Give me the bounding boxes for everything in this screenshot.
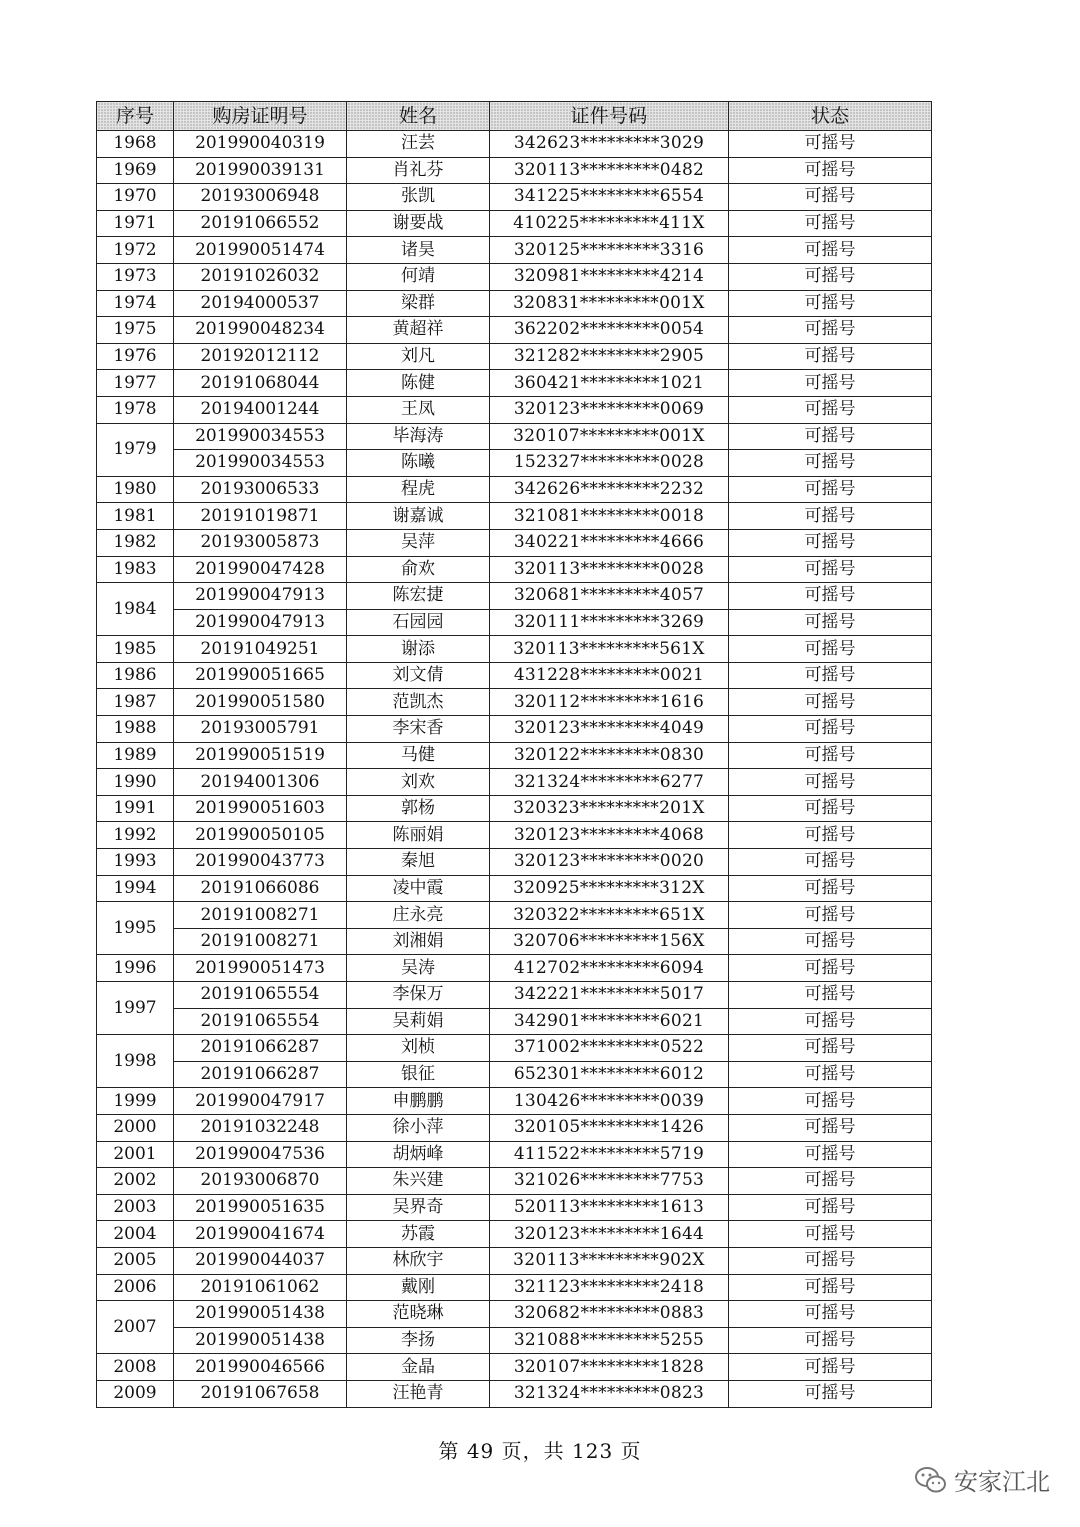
cell-id-no: 371002*********0522 bbox=[490, 1035, 729, 1062]
cell-id-no: 342221*********5017 bbox=[490, 982, 729, 1009]
cell-status: 可摇号 bbox=[729, 1114, 932, 1141]
cell-name: 毕海涛 bbox=[347, 423, 490, 450]
table-row bbox=[97, 370, 932, 397]
cell-seq: 1981 bbox=[97, 503, 174, 530]
cell-name: 银征 bbox=[347, 1061, 490, 1088]
cell-seq: 1986 bbox=[97, 662, 174, 689]
cell-name: 何靖 bbox=[347, 263, 490, 290]
table-row bbox=[97, 450, 932, 477]
table-row bbox=[97, 210, 932, 237]
cell-id-no: 321282*********2905 bbox=[490, 343, 729, 370]
cell-cert-no: 201990040319 bbox=[174, 131, 347, 158]
cell-seq: 1994 bbox=[97, 875, 174, 902]
cell-status: 可摇号 bbox=[729, 450, 932, 477]
table-row bbox=[97, 742, 932, 769]
cell-cert-no: 201990051665 bbox=[174, 662, 347, 689]
cell-seq: 1995 bbox=[97, 902, 174, 955]
cell-name: 谢添 bbox=[347, 636, 490, 663]
cell-status: 可摇号 bbox=[729, 290, 932, 317]
cell-cert-no: 201990051603 bbox=[174, 795, 347, 822]
cell-id-no: 320323*********201X bbox=[490, 795, 729, 822]
cell-status: 可摇号 bbox=[729, 370, 932, 397]
cell-seq: 1983 bbox=[97, 556, 174, 583]
cell-name: 胡炳峰 bbox=[347, 1141, 490, 1168]
cell-name: 汪芸 bbox=[347, 131, 490, 158]
cell-cert-no: 201990048234 bbox=[174, 317, 347, 344]
cell-name: 秦旭 bbox=[347, 849, 490, 876]
cell-status: 可摇号 bbox=[729, 1327, 932, 1354]
cell-seq: 1979 bbox=[97, 423, 174, 476]
cell-id-no: 320123*********1644 bbox=[490, 1221, 729, 1248]
cell-cert-no: 20193006533 bbox=[174, 476, 347, 503]
cell-id-no: 321081*********0018 bbox=[490, 503, 729, 530]
cell-id-no: 652301*********6012 bbox=[490, 1061, 729, 1088]
cell-cert-no: 20191026032 bbox=[174, 263, 347, 290]
cell-id-no: 152327*********0028 bbox=[490, 450, 729, 477]
cell-seq: 2002 bbox=[97, 1168, 174, 1195]
cell-seq: 1990 bbox=[97, 769, 174, 796]
cell-seq: 1980 bbox=[97, 476, 174, 503]
cell-status: 可摇号 bbox=[729, 1088, 932, 1115]
table-row bbox=[97, 1301, 932, 1328]
cell-cert-no: 201990051635 bbox=[174, 1194, 347, 1221]
cell-name: 申鹏鹏 bbox=[347, 1088, 490, 1115]
cell-cert-no: 20193006948 bbox=[174, 184, 347, 211]
cell-name: 陈宏捷 bbox=[347, 583, 490, 610]
cell-name: 郭杨 bbox=[347, 795, 490, 822]
cell-name: 朱兴建 bbox=[347, 1168, 490, 1195]
cell-seq: 2008 bbox=[97, 1354, 174, 1381]
cell-id-no: 320682*********0883 bbox=[490, 1301, 729, 1328]
cell-name: 俞欢 bbox=[347, 556, 490, 583]
cell-status: 可摇号 bbox=[729, 849, 932, 876]
cell-cert-no: 201990051580 bbox=[174, 689, 347, 716]
cell-cert-no: 201990047913 bbox=[174, 609, 347, 636]
cell-cert-no: 20191066287 bbox=[174, 1035, 347, 1062]
cell-seq: 1970 bbox=[97, 184, 174, 211]
cell-status: 可摇号 bbox=[729, 1354, 932, 1381]
cell-id-no: 321026*********7753 bbox=[490, 1168, 729, 1195]
cell-status: 可摇号 bbox=[729, 795, 932, 822]
cell-seq: 1975 bbox=[97, 317, 174, 344]
cell-status: 可摇号 bbox=[729, 662, 932, 689]
cell-cert-no: 20191049251 bbox=[174, 636, 347, 663]
cell-id-no: 410225*********411X bbox=[490, 210, 729, 237]
cell-id-no: 362202*********0054 bbox=[490, 317, 729, 344]
cell-status: 可摇号 bbox=[729, 822, 932, 849]
cell-id-no: 520113*********1613 bbox=[490, 1194, 729, 1221]
table-row bbox=[97, 476, 932, 503]
cell-seq: 2001 bbox=[97, 1141, 174, 1168]
cell-cert-no: 20193005873 bbox=[174, 529, 347, 556]
cell-name: 苏霞 bbox=[347, 1221, 490, 1248]
cell-status: 可摇号 bbox=[729, 928, 932, 955]
table-row bbox=[97, 1114, 932, 1141]
cell-status: 可摇号 bbox=[729, 1008, 932, 1035]
cell-id-no: 321123*********2418 bbox=[490, 1274, 729, 1301]
cell-id-no: 320122*********0830 bbox=[490, 742, 729, 769]
cell-name: 李保万 bbox=[347, 982, 490, 1009]
cell-id-no: 320706*********156X bbox=[490, 928, 729, 955]
cell-cert-no: 201990051474 bbox=[174, 237, 347, 264]
table-row bbox=[97, 822, 932, 849]
cell-name: 梁群 bbox=[347, 290, 490, 317]
cell-status: 可摇号 bbox=[729, 875, 932, 902]
cell-status: 可摇号 bbox=[729, 1061, 932, 1088]
cell-seq: 1991 bbox=[97, 795, 174, 822]
table-row bbox=[97, 131, 932, 158]
cell-id-no: 320925*********312X bbox=[490, 875, 729, 902]
cell-status: 可摇号 bbox=[729, 955, 932, 982]
cell-status: 可摇号 bbox=[729, 742, 932, 769]
applicant-table bbox=[96, 101, 932, 1408]
table-row bbox=[97, 184, 932, 211]
cell-name: 黄超祥 bbox=[347, 317, 490, 344]
cell-id-no: 431228*********0021 bbox=[490, 662, 729, 689]
table-row bbox=[97, 237, 932, 264]
table-row bbox=[97, 290, 932, 317]
cell-seq: 1978 bbox=[97, 396, 174, 423]
cell-status: 可摇号 bbox=[729, 396, 932, 423]
cell-status: 可摇号 bbox=[729, 1380, 932, 1407]
cell-cert-no: 201990051473 bbox=[174, 955, 347, 982]
cell-cert-no: 201990046566 bbox=[174, 1354, 347, 1381]
cell-seq: 2005 bbox=[97, 1247, 174, 1274]
cell-name: 吴界奇 bbox=[347, 1194, 490, 1221]
cell-name: 范晓琳 bbox=[347, 1301, 490, 1328]
cell-name: 范凯杰 bbox=[347, 689, 490, 716]
cell-cert-no: 201990047536 bbox=[174, 1141, 347, 1168]
cell-id-no: 130426*********0039 bbox=[490, 1088, 729, 1115]
cell-seq: 1992 bbox=[97, 822, 174, 849]
cell-status: 可摇号 bbox=[729, 210, 932, 237]
cell-name: 诸昊 bbox=[347, 237, 490, 264]
cell-id-no: 360421*********1021 bbox=[490, 370, 729, 397]
cell-cert-no: 201990051519 bbox=[174, 742, 347, 769]
cell-id-no: 342623*********3029 bbox=[490, 131, 729, 158]
table-row bbox=[97, 1327, 932, 1354]
cell-status: 可摇号 bbox=[729, 1035, 932, 1062]
cell-seq: 1968 bbox=[97, 131, 174, 158]
cell-status: 可摇号 bbox=[729, 157, 932, 184]
cell-status: 可摇号 bbox=[729, 423, 932, 450]
cell-cert-no: 20193005791 bbox=[174, 716, 347, 743]
table-row bbox=[97, 423, 932, 450]
cell-status: 可摇号 bbox=[729, 1274, 932, 1301]
cell-cert-no: 201990039131 bbox=[174, 157, 347, 184]
cell-seq: 1997 bbox=[97, 982, 174, 1035]
header-name: 姓名 bbox=[347, 102, 490, 131]
cell-name: 金晶 bbox=[347, 1354, 490, 1381]
cell-seq: 1989 bbox=[97, 742, 174, 769]
cell-cert-no: 201990041674 bbox=[174, 1221, 347, 1248]
cell-status: 可摇号 bbox=[729, 1168, 932, 1195]
cell-seq: 1976 bbox=[97, 343, 174, 370]
table-row bbox=[97, 157, 932, 184]
cell-seq: 1988 bbox=[97, 716, 174, 743]
cell-status: 可摇号 bbox=[729, 716, 932, 743]
cell-name: 戴刚 bbox=[347, 1274, 490, 1301]
cell-id-no: 320113*********0028 bbox=[490, 556, 729, 583]
cell-name: 谢要战 bbox=[347, 210, 490, 237]
cell-cert-no: 201990051438 bbox=[174, 1301, 347, 1328]
cell-cert-no: 20191068044 bbox=[174, 370, 347, 397]
table-row bbox=[97, 583, 932, 610]
table-row bbox=[97, 1141, 932, 1168]
table-row bbox=[97, 1221, 932, 1248]
cell-seq: 2009 bbox=[97, 1380, 174, 1407]
cell-cert-no: 20191019871 bbox=[174, 503, 347, 530]
cell-name: 陈曦 bbox=[347, 450, 490, 477]
header-id-no: 证件号码 bbox=[490, 102, 729, 131]
cell-name: 吴涛 bbox=[347, 955, 490, 982]
header-cert-no: 购房证明号 bbox=[174, 102, 347, 131]
cell-id-no: 320111*********3269 bbox=[490, 609, 729, 636]
cell-name: 陈丽娟 bbox=[347, 822, 490, 849]
cell-status: 可摇号 bbox=[729, 1194, 932, 1221]
cell-id-no: 320107*********1828 bbox=[490, 1354, 729, 1381]
cell-name: 谢嘉诚 bbox=[347, 503, 490, 530]
cell-seq: 1993 bbox=[97, 849, 174, 876]
cell-status: 可摇号 bbox=[729, 1141, 932, 1168]
table-row bbox=[97, 503, 932, 530]
cell-name: 庄永亮 bbox=[347, 902, 490, 929]
cell-seq: 1977 bbox=[97, 370, 174, 397]
cell-id-no: 320981*********4214 bbox=[490, 263, 729, 290]
table-row bbox=[97, 689, 932, 716]
cell-status: 可摇号 bbox=[729, 636, 932, 663]
cell-name: 刘欢 bbox=[347, 769, 490, 796]
watermark bbox=[914, 1462, 1050, 1497]
table-row bbox=[97, 955, 932, 982]
table-row bbox=[97, 795, 932, 822]
cell-status: 可摇号 bbox=[729, 1301, 932, 1328]
cell-status: 可摇号 bbox=[729, 609, 932, 636]
header-seq: 序号 bbox=[97, 102, 174, 131]
cell-cert-no: 20191061062 bbox=[174, 1274, 347, 1301]
cell-id-no: 320105*********1426 bbox=[490, 1114, 729, 1141]
cell-name: 刘凡 bbox=[347, 343, 490, 370]
cell-name: 徐小萍 bbox=[347, 1114, 490, 1141]
cell-cert-no: 20191008271 bbox=[174, 902, 347, 929]
table-row bbox=[97, 1274, 932, 1301]
cell-status: 可摇号 bbox=[729, 503, 932, 530]
cell-id-no: 320125*********3316 bbox=[490, 237, 729, 264]
table-row bbox=[97, 1008, 932, 1035]
cell-id-no: 342626*********2232 bbox=[490, 476, 729, 503]
cell-cert-no: 201990043773 bbox=[174, 849, 347, 876]
cell-seq: 1969 bbox=[97, 157, 174, 184]
table-header-row bbox=[97, 102, 932, 131]
cell-name: 凌中霞 bbox=[347, 875, 490, 902]
table-body bbox=[97, 131, 932, 1408]
cell-status: 可摇号 bbox=[729, 1247, 932, 1274]
cell-cert-no: 20191065554 bbox=[174, 982, 347, 1009]
cell-id-no: 411522*********5719 bbox=[490, 1141, 729, 1168]
table-row bbox=[97, 716, 932, 743]
table-row bbox=[97, 343, 932, 370]
cell-id-no: 342901*********6021 bbox=[490, 1008, 729, 1035]
cell-cert-no: 201990034553 bbox=[174, 450, 347, 477]
cell-cert-no: 201990047917 bbox=[174, 1088, 347, 1115]
table-row bbox=[97, 928, 932, 955]
cell-id-no: 320831*********001X bbox=[490, 290, 729, 317]
header-status: 状态 bbox=[729, 102, 932, 131]
cell-name: 程虎 bbox=[347, 476, 490, 503]
cell-id-no: 320123*********4068 bbox=[490, 822, 729, 849]
table-row bbox=[97, 769, 932, 796]
cell-seq: 1996 bbox=[97, 955, 174, 982]
cell-cert-no: 20191067658 bbox=[174, 1380, 347, 1407]
cell-seq: 1973 bbox=[97, 263, 174, 290]
cell-seq: 1972 bbox=[97, 237, 174, 264]
cell-id-no: 320112*********1616 bbox=[490, 689, 729, 716]
cell-seq: 1999 bbox=[97, 1088, 174, 1115]
watermark-text: 安家江北 bbox=[954, 1468, 1050, 1496]
cell-seq: 1984 bbox=[97, 583, 174, 636]
table-row bbox=[97, 1088, 932, 1115]
cell-cert-no: 20191032248 bbox=[174, 1114, 347, 1141]
cell-id-no: 341225*********6554 bbox=[490, 184, 729, 211]
cell-id-no: 320113*********902X bbox=[490, 1247, 729, 1274]
table-row bbox=[97, 1194, 932, 1221]
cell-cert-no: 20191066287 bbox=[174, 1061, 347, 1088]
cell-id-no: 321324*********6277 bbox=[490, 769, 729, 796]
cell-cert-no: 201990044037 bbox=[174, 1247, 347, 1274]
table-row bbox=[97, 317, 932, 344]
table-row bbox=[97, 636, 932, 663]
cell-status: 可摇号 bbox=[729, 184, 932, 211]
cell-seq: 2006 bbox=[97, 1274, 174, 1301]
cell-cert-no: 20191065554 bbox=[174, 1008, 347, 1035]
cell-status: 可摇号 bbox=[729, 556, 932, 583]
cell-name: 刘湘娟 bbox=[347, 928, 490, 955]
cell-cert-no: 20193006870 bbox=[174, 1168, 347, 1195]
cell-id-no: 320107*********001X bbox=[490, 423, 729, 450]
cell-name: 肖礼芬 bbox=[347, 157, 490, 184]
cell-status: 可摇号 bbox=[729, 769, 932, 796]
table-row bbox=[97, 529, 932, 556]
cell-seq: 1987 bbox=[97, 689, 174, 716]
cell-name: 吴莉娟 bbox=[347, 1008, 490, 1035]
cell-status: 可摇号 bbox=[729, 689, 932, 716]
table-row bbox=[97, 662, 932, 689]
cell-seq: 1974 bbox=[97, 290, 174, 317]
table-row bbox=[97, 263, 932, 290]
cell-cert-no: 20191066086 bbox=[174, 875, 347, 902]
cell-cert-no: 20194001306 bbox=[174, 769, 347, 796]
cell-seq: 2004 bbox=[97, 1221, 174, 1248]
cell-cert-no: 201990051438 bbox=[174, 1327, 347, 1354]
cell-seq: 1982 bbox=[97, 529, 174, 556]
cell-id-no: 320681*********4057 bbox=[490, 583, 729, 610]
cell-cert-no: 20191066552 bbox=[174, 210, 347, 237]
table-row bbox=[97, 849, 932, 876]
table-row bbox=[97, 1354, 932, 1381]
table-row bbox=[97, 556, 932, 583]
cell-id-no: 320123*********0020 bbox=[490, 849, 729, 876]
cell-name: 刘桢 bbox=[347, 1035, 490, 1062]
cell-id-no: 321088*********5255 bbox=[490, 1327, 729, 1354]
table-row bbox=[97, 1380, 932, 1407]
cell-id-no: 340221*********4666 bbox=[490, 529, 729, 556]
cell-id-no: 320113*********0482 bbox=[490, 157, 729, 184]
cell-id-no: 321324*********0823 bbox=[490, 1380, 729, 1407]
cell-status: 可摇号 bbox=[729, 583, 932, 610]
table-row bbox=[97, 609, 932, 636]
cell-name: 李扬 bbox=[347, 1327, 490, 1354]
table-row bbox=[97, 1247, 932, 1274]
cell-cert-no: 201990047913 bbox=[174, 583, 347, 610]
cell-cert-no: 20192012112 bbox=[174, 343, 347, 370]
table-row bbox=[97, 875, 932, 902]
table-row bbox=[97, 1168, 932, 1195]
cell-cert-no: 201990047428 bbox=[174, 556, 347, 583]
cell-seq: 1998 bbox=[97, 1035, 174, 1088]
cell-status: 可摇号 bbox=[729, 317, 932, 344]
cell-name: 石园园 bbox=[347, 609, 490, 636]
cell-status: 可摇号 bbox=[729, 237, 932, 264]
cell-name: 陈健 bbox=[347, 370, 490, 397]
cell-name: 张凯 bbox=[347, 184, 490, 211]
cell-seq: 1971 bbox=[97, 210, 174, 237]
cell-seq: 1985 bbox=[97, 636, 174, 663]
cell-cert-no: 20194001244 bbox=[174, 396, 347, 423]
cell-name: 马健 bbox=[347, 742, 490, 769]
cell-seq: 2000 bbox=[97, 1114, 174, 1141]
cell-cert-no: 20194000537 bbox=[174, 290, 347, 317]
cell-id-no: 320123*********4049 bbox=[490, 716, 729, 743]
cell-status: 可摇号 bbox=[729, 529, 932, 556]
cell-status: 可摇号 bbox=[729, 982, 932, 1009]
cell-name: 王凤 bbox=[347, 396, 490, 423]
cell-seq: 2003 bbox=[97, 1194, 174, 1221]
table-row bbox=[97, 902, 932, 929]
table-row bbox=[97, 1061, 932, 1088]
cell-cert-no: 201990050105 bbox=[174, 822, 347, 849]
cell-name: 吴萍 bbox=[347, 529, 490, 556]
cell-status: 可摇号 bbox=[729, 902, 932, 929]
cell-cert-no: 201990034553 bbox=[174, 423, 347, 450]
table-row bbox=[97, 982, 932, 1009]
cell-id-no: 412702*********6094 bbox=[490, 955, 729, 982]
page-number: 第 49 页，共 123 页 bbox=[438, 1439, 642, 1463]
cell-id-no: 320322*********651X bbox=[490, 902, 729, 929]
cell-name: 刘文倩 bbox=[347, 662, 490, 689]
cell-id-no: 320113*********561X bbox=[490, 636, 729, 663]
cell-status: 可摇号 bbox=[729, 263, 932, 290]
table-row bbox=[97, 396, 932, 423]
wechat-icon bbox=[914, 1465, 948, 1495]
cell-name: 林欣宇 bbox=[347, 1247, 490, 1274]
cell-name: 李宋香 bbox=[347, 716, 490, 743]
cell-status: 可摇号 bbox=[729, 343, 932, 370]
cell-id-no: 320123*********0069 bbox=[490, 396, 729, 423]
cell-seq: 2007 bbox=[97, 1301, 174, 1354]
cell-name: 汪艳青 bbox=[347, 1380, 490, 1407]
cell-status: 可摇号 bbox=[729, 476, 932, 503]
cell-status: 可摇号 bbox=[729, 131, 932, 158]
cell-cert-no: 20191008271 bbox=[174, 928, 347, 955]
cell-status: 可摇号 bbox=[729, 1221, 932, 1248]
table-row bbox=[97, 1035, 932, 1062]
